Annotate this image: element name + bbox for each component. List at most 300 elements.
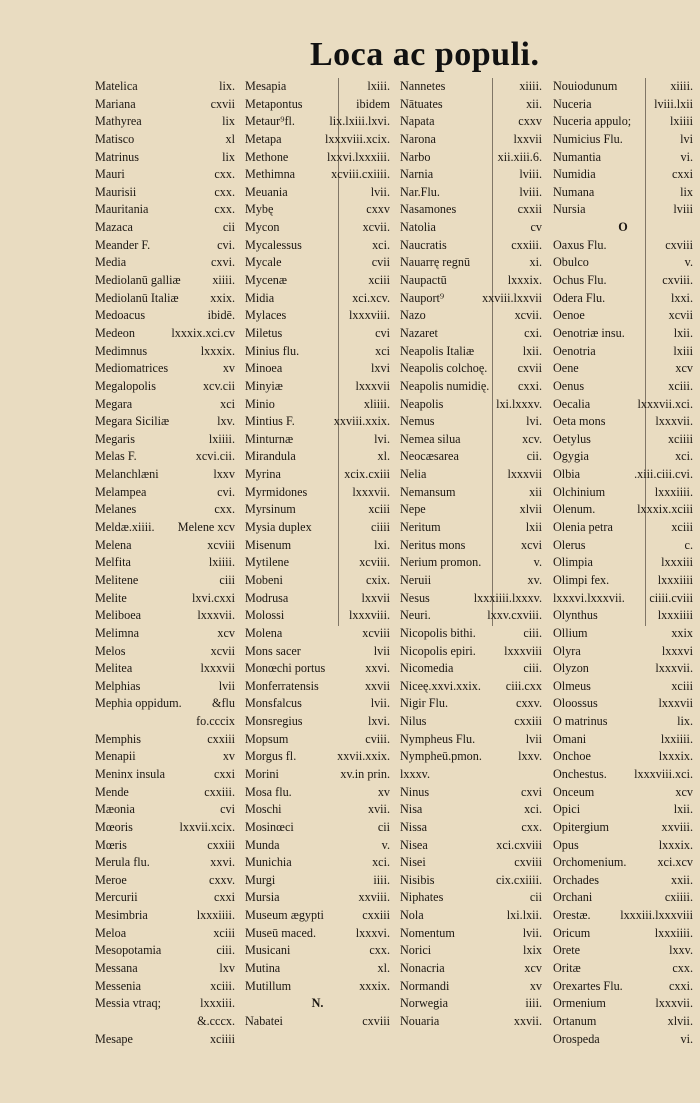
index-entry <box>245 519 390 537</box>
index-entry <box>245 466 390 484</box>
entry-term: Orchades <box>553 872 600 887</box>
entry-reference: ciii. <box>523 625 542 640</box>
entry-reference: xlvii. <box>667 1013 693 1028</box>
entry-reference: lxiii. <box>367 79 390 93</box>
entry-term: Media <box>95 255 127 270</box>
entry-reference: cxxv. <box>516 696 542 711</box>
index-entry <box>553 166 693 184</box>
entry-reference: xlvii <box>519 502 542 517</box>
entry-reference: xci.xcv. <box>352 290 390 305</box>
entry-term: Oaxus Flu. <box>553 237 607 252</box>
entry-reference: lix <box>222 114 235 129</box>
entry-reference: lxxxvii.xci. <box>637 396 693 411</box>
entry-term: Methone <box>245 149 289 164</box>
index-entry <box>245 784 390 802</box>
entry-term: Mutina <box>245 961 281 976</box>
entry-reference: cxxi. <box>668 978 693 993</box>
entry-term: Melfita <box>95 555 131 570</box>
index-entry <box>553 819 693 837</box>
entry-reference: xv <box>377 784 390 799</box>
entry-reference: c. <box>684 537 693 552</box>
entry-term: Megara <box>95 396 133 411</box>
entry-term: Ortanum <box>553 1013 597 1028</box>
index-entry <box>245 766 390 784</box>
entry-reference: lviii. <box>519 184 542 199</box>
index-entry <box>245 237 390 255</box>
entry-term: Neapolis Italiæ <box>400 343 475 358</box>
index-entry <box>95 307 235 325</box>
index-entry <box>245 572 390 590</box>
index-entry <box>553 131 693 149</box>
index-entry <box>95 378 235 396</box>
entry-reference: lvii <box>373 643 390 658</box>
index-entry <box>95 131 235 149</box>
index-entry <box>553 925 693 943</box>
entry-term: Oeta mons <box>553 414 606 429</box>
entry-reference: cxxv <box>366 202 390 217</box>
entry-term: lxxxv. <box>400 766 431 781</box>
index-entry <box>553 201 693 219</box>
index-entry <box>95 219 235 237</box>
index-entry <box>245 290 390 308</box>
entry-reference: v. <box>533 555 542 570</box>
entry-reference: lxxxiiii. <box>654 484 693 499</box>
entry-term: Methimna <box>245 167 296 182</box>
entry-reference: lxxxiiii. <box>196 908 235 923</box>
index-entry <box>553 590 693 608</box>
entry-term: Nesus <box>400 590 430 605</box>
index-entry <box>95 625 235 643</box>
entry-reference: cvi <box>220 802 235 817</box>
index-entry <box>95 343 235 361</box>
entry-reference: lviii.lxii <box>654 96 693 111</box>
index-entry <box>553 343 693 361</box>
index-entry <box>245 78 390 96</box>
index-entry <box>553 889 693 907</box>
entry-reference: lxxxviii. <box>349 608 390 623</box>
entry-reference: xii <box>529 484 542 499</box>
entry-reference: xl. <box>377 961 390 976</box>
entry-term: Mephia oppidum. <box>95 696 182 711</box>
index-entry <box>553 184 693 202</box>
entry-reference: lxxxiii. <box>200 996 235 1011</box>
entry-reference: lix. <box>677 714 693 729</box>
index-entry <box>553 872 693 890</box>
entry-term: Nympheū.pmon. <box>400 749 482 764</box>
entry-term: Minio <box>245 396 275 411</box>
entry-term: Nerium promon. <box>400 555 482 570</box>
entry-reference: ibidē. <box>207 308 235 323</box>
entry-reference: cxxiii <box>207 731 235 746</box>
entry-reference: cxx. <box>521 819 542 834</box>
entry-term: Mediomatrices <box>95 361 169 376</box>
entry-term: Onceum <box>553 784 595 799</box>
entry-term: Melena <box>95 537 132 552</box>
index-entry <box>95 501 235 519</box>
index-entry <box>400 184 542 202</box>
entry-term: Meninx insula <box>95 766 166 781</box>
entry-reference: lxvi.cxxi <box>192 590 235 605</box>
entry-term: Numicius Flu. <box>553 131 623 146</box>
index-entry <box>95 660 235 678</box>
entry-term: Mediolanū Italiæ <box>95 290 179 305</box>
index-entry <box>400 113 542 131</box>
index-entry <box>245 942 390 960</box>
index-entry <box>245 343 390 361</box>
entry-reference: lvii <box>218 678 235 693</box>
entry-term: Neuri. <box>400 608 431 623</box>
entry-term: Mœoris <box>95 819 133 834</box>
entry-term: Orchani <box>553 890 593 905</box>
entry-term: Nola <box>400 908 424 923</box>
entry-reference: lxxxiiii <box>657 572 693 587</box>
index-entry <box>400 237 542 255</box>
entry-reference: lxxxiiii <box>657 608 693 623</box>
entry-reference: xci. <box>372 855 390 870</box>
index-entry <box>553 378 693 396</box>
index-entry <box>245 854 390 872</box>
entry-term: Olenum. <box>553 502 596 517</box>
entry-reference: xcviii <box>362 625 390 640</box>
entry-term: Melanchlæni <box>95 467 159 482</box>
entry-term: Norici <box>400 943 432 958</box>
entry-reference: xxii. <box>670 872 693 887</box>
entry-reference: vi. <box>680 149 693 164</box>
entry-reference: cxvii <box>210 96 235 111</box>
entry-term: Myrina <box>245 467 281 482</box>
index-entry <box>95 78 235 96</box>
index-table <box>95 78 693 1046</box>
index-entry <box>553 396 693 414</box>
index-entry <box>95 413 235 431</box>
index-entry <box>553 713 693 731</box>
index-entry <box>553 519 693 537</box>
index-entry <box>95 713 235 731</box>
entry-reference: cxxiii <box>514 714 542 729</box>
entry-reference: ciiii.cviii <box>649 590 693 605</box>
index-entry <box>245 1013 390 1031</box>
entry-reference: lxxxvii <box>355 378 390 393</box>
entry-reference: lxii. <box>673 325 693 340</box>
entry-term: Mycenæ <box>245 273 287 288</box>
index-column-3 <box>400 78 542 1031</box>
entry-term: lxxxvi.lxxxvii. <box>553 590 625 605</box>
entry-reference: lviii <box>673 202 693 217</box>
entry-reference: cxviii <box>665 237 693 252</box>
index-entry <box>95 554 235 572</box>
index-entry <box>553 501 693 519</box>
index-entry <box>245 431 390 449</box>
entry-term: Mesapia <box>245 79 287 93</box>
entry-reference: lxiii <box>673 343 693 358</box>
entry-reference: lxix <box>523 943 542 958</box>
entry-term: Mons sacer <box>245 643 301 658</box>
index-entry <box>553 537 693 555</box>
index-entry <box>553 907 693 925</box>
entry-reference: xci <box>220 396 235 411</box>
index-entry <box>245 272 390 290</box>
entry-reference: lxxxvii <box>658 696 693 711</box>
entry-reference: vi. <box>680 1031 693 1046</box>
entry-reference: lxxvii <box>513 131 542 146</box>
entry-term: Mycale <box>245 255 282 270</box>
entry-term: Mazaca <box>95 220 133 235</box>
index-entry <box>95 254 235 272</box>
entry-reference: xliiii. <box>363 396 390 411</box>
entry-term: Nouiodunum <box>553 79 618 93</box>
entry-reference: cxxiii <box>362 908 390 923</box>
entry-reference: cxvii <box>517 361 542 376</box>
entry-term: Misenum <box>245 537 292 552</box>
entry-reference: xcv. <box>522 431 542 446</box>
entry-reference: xci.cxviii <box>496 837 542 852</box>
index-entry <box>400 942 542 960</box>
entry-reference: xciii <box>368 273 390 288</box>
entry-reference: lxi.lxii. <box>506 908 542 923</box>
entry-term: Mylaces <box>245 308 287 323</box>
entry-reference: lxi. <box>374 537 390 552</box>
index-entry <box>245 448 390 466</box>
entry-reference: xciii <box>671 520 693 535</box>
index-entry <box>95 201 235 219</box>
index-entry <box>400 643 542 661</box>
entry-term: Neritum <box>400 520 441 535</box>
entry-term: Melampea <box>95 484 147 499</box>
entry-reference: cii. <box>526 449 542 464</box>
entry-term: Nympheus Flu. <box>400 731 476 746</box>
entry-reference: xxvi. <box>210 855 235 870</box>
entry-reference: xxviii. <box>661 819 693 834</box>
entry-term: Minturnæ <box>245 431 294 446</box>
entry-term: Ogygia <box>553 449 589 464</box>
index-entry <box>95 907 235 925</box>
entry-term: O <box>618 220 628 235</box>
entry-term: Myrsinum <box>245 502 296 517</box>
entry-term: Nicopolis epiri. <box>400 643 476 658</box>
entry-term: Nannetes <box>400 79 446 93</box>
index-entry <box>553 625 693 643</box>
entry-reference: xcvii <box>210 643 235 658</box>
entry-reference: ciii. <box>523 661 542 676</box>
index-entry <box>95 766 235 784</box>
index-entry <box>553 96 693 114</box>
entry-reference: cxviii <box>362 1013 390 1028</box>
entry-term: Olyzon <box>553 661 589 676</box>
entry-term: Mytilene <box>245 555 290 570</box>
entry-reference: cxxi <box>214 890 235 905</box>
entry-term: Numantia <box>553 149 602 164</box>
entry-reference: cii <box>529 890 542 905</box>
entry-reference: xiiii. <box>670 79 693 93</box>
index-entry <box>245 889 390 907</box>
entry-reference: xcv <box>675 784 693 799</box>
entry-reference: lix <box>680 184 693 199</box>
entry-term: Metaur⁹fl. <box>245 114 295 129</box>
entry-term: Orchomenium. <box>553 855 627 870</box>
entry-term: Nemus <box>400 414 435 429</box>
entry-reference: iiii. <box>373 872 390 887</box>
index-entry <box>400 801 542 819</box>
entry-reference: lxv. <box>217 414 235 429</box>
entry-reference: fo.cccix <box>196 714 235 729</box>
index-entry <box>95 889 235 907</box>
entry-term: Ninus <box>400 784 430 799</box>
index-entry <box>400 554 542 572</box>
entry-term: Nonacria <box>400 961 445 976</box>
entry-reference: xci. <box>524 802 542 817</box>
index-entry <box>553 572 693 590</box>
index-entry <box>400 854 542 872</box>
entry-term: Nepe <box>400 502 426 517</box>
entry-reference: xciiii <box>667 431 693 446</box>
entry-term: Olynthus <box>553 608 598 623</box>
entry-reference: lxxv <box>213 467 235 482</box>
entry-reference: cii <box>377 819 390 834</box>
index-entry <box>553 360 693 378</box>
entry-term: Nemea silua <box>400 431 461 446</box>
entry-term: Napata <box>400 114 435 129</box>
index-entry <box>553 290 693 308</box>
entry-term: Nar.Flu. <box>400 184 440 199</box>
entry-reference: lxxxix.xciii <box>637 502 693 517</box>
entry-term: Mybę <box>245 202 274 217</box>
index-entry <box>400 590 542 608</box>
entry-term: Obulco <box>553 255 589 270</box>
index-entry <box>245 254 390 272</box>
index-entry <box>245 801 390 819</box>
entry-reference: lxi.lxxxv. <box>496 396 542 411</box>
entry-term: Nauport⁹ <box>400 290 445 305</box>
index-entry <box>245 501 390 519</box>
entry-reference: lvi. <box>374 431 390 446</box>
entry-reference: lxv <box>219 961 235 976</box>
entry-reference: cxxv <box>518 114 542 129</box>
index-entry <box>95 96 235 114</box>
entry-reference: lxxxvii. <box>655 661 693 676</box>
entry-term: Molossi <box>245 608 285 623</box>
entry-reference: cxviii. <box>662 273 693 288</box>
entry-term: Mesopotamia <box>95 943 162 958</box>
entry-reference: xv <box>529 978 542 993</box>
entry-reference: xcix.cxiii <box>344 467 390 482</box>
entry-term: Niceę.xxvi.xxix. <box>400 678 481 693</box>
index-entry <box>400 660 542 678</box>
entry-term: Messia vtraq; <box>95 996 162 1011</box>
entry-reference: lxxxvii. <box>655 414 693 429</box>
index-entry <box>400 872 542 890</box>
entry-reference: cix.cxiiii. <box>495 872 542 887</box>
index-entry <box>553 149 693 167</box>
entry-term: Nātuates <box>400 96 443 111</box>
entry-term: Mediolanū galliæ <box>95 273 181 288</box>
entry-reference: cxxii <box>517 202 542 217</box>
entry-reference: xxix <box>671 625 693 640</box>
entry-term: Natolia <box>400 220 436 235</box>
entry-term: Nemansum <box>400 484 456 499</box>
entry-reference: lxxi. <box>670 290 693 305</box>
index-entry <box>400 201 542 219</box>
entry-term: Memphis <box>95 731 142 746</box>
index-entry <box>553 607 693 625</box>
entry-term: Minius flu. <box>245 343 300 358</box>
entry-reference: cvii <box>371 255 390 270</box>
entry-reference: xv. <box>527 572 542 587</box>
index-entry <box>400 607 542 625</box>
entry-term: Mirandula <box>245 449 296 464</box>
index-entry <box>245 184 390 202</box>
index-entry <box>553 784 693 802</box>
entry-reference: lxxxix. <box>658 837 693 852</box>
index-entry <box>245 907 390 925</box>
index-column-4 <box>553 78 693 1048</box>
entry-term: Mursia <box>245 890 280 905</box>
entry-term: Meliboea <box>95 608 142 623</box>
index-entry <box>400 149 542 167</box>
entry-reference: xv <box>222 749 235 764</box>
entry-reference: lxxv. <box>518 749 542 764</box>
entry-reference: cxx. <box>214 184 235 199</box>
entry-term: Moschi <box>245 802 282 817</box>
index-entry <box>245 219 390 237</box>
index-entry <box>95 166 235 184</box>
index-entry <box>95 431 235 449</box>
entry-term: Munichia <box>245 855 292 870</box>
entry-term: Megaris <box>95 431 135 446</box>
index-entry <box>95 396 235 414</box>
entry-reference: lxxvii.xcix. <box>179 819 235 834</box>
entry-reference: cxvi <box>521 784 542 799</box>
entry-reference: lxxxvi. <box>355 925 390 940</box>
index-entry <box>245 643 390 661</box>
entry-reference: lxxxvi <box>661 643 693 658</box>
entry-reference: lxxxvii <box>507 467 542 482</box>
entry-term: Opus <box>553 837 579 852</box>
entry-term: Nisibis <box>400 872 435 887</box>
index-entry <box>95 960 235 978</box>
entry-reference: lxxxviii.xcix. <box>325 131 390 146</box>
index-entry <box>95 466 235 484</box>
index-entry <box>553 325 693 343</box>
entry-term: Nabatei <box>245 1013 283 1028</box>
index-entry <box>553 484 693 502</box>
index-entry <box>553 960 693 978</box>
index-entry <box>400 960 542 978</box>
entry-term: Nigir Flu. <box>400 696 449 711</box>
index-entry <box>245 149 390 167</box>
entry-reference: lxxxix. <box>507 273 542 288</box>
index-entry <box>553 413 693 431</box>
index-entry <box>245 660 390 678</box>
entry-reference: cxx. <box>214 502 235 517</box>
entry-term: Naucratis <box>400 237 447 252</box>
entry-term: Midia <box>245 290 275 305</box>
entry-term: Mœris <box>95 837 127 852</box>
entry-term: Morgus fl. <box>245 749 297 764</box>
index-entry <box>553 643 693 661</box>
index-entry <box>553 731 693 749</box>
entry-term: Mauri <box>95 167 125 182</box>
entry-reference: xcvii. <box>362 220 390 235</box>
entry-term: Meldæ.xiiii. <box>95 520 155 535</box>
index-entry <box>400 360 542 378</box>
entry-reference: xciiii <box>209 1031 235 1046</box>
index-entry <box>245 748 390 766</box>
entry-reference: xciii <box>671 678 693 693</box>
entry-term: Ochus Flu. <box>553 273 607 288</box>
entry-term: Meander F. <box>95 237 151 252</box>
index-entry <box>553 801 693 819</box>
entry-term: Nicopolis bithi. <box>400 625 476 640</box>
